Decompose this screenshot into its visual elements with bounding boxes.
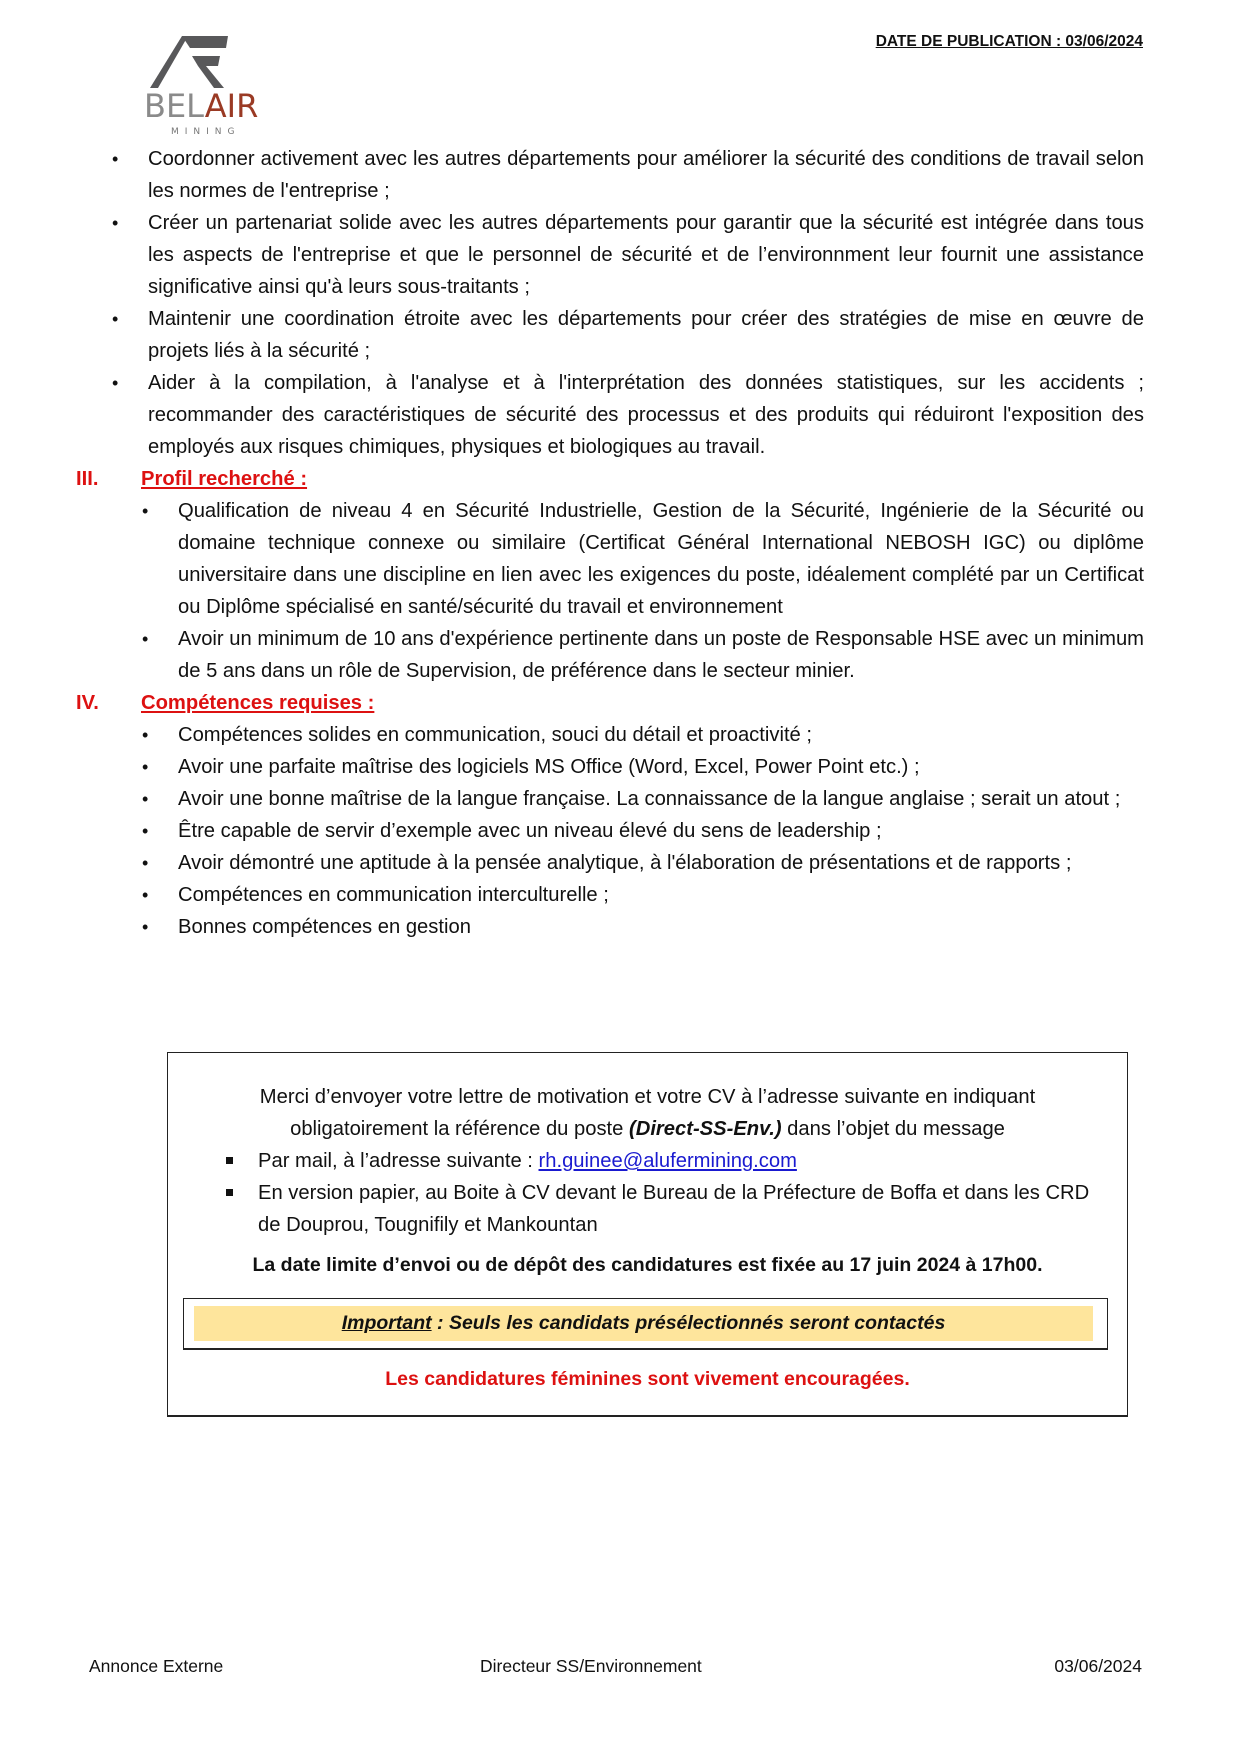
list-item-paper: En version papier, au Boite à CV devant le Bureau de la Préfecture de Boffa et dans les CRD de Douprou, Tougnifily et Mankountan — [226, 1177, 1107, 1241]
bullet-icon: • — [142, 821, 149, 841]
bullet-icon: • — [142, 789, 149, 809]
list-item-mail: Par mail, à l’adresse suivante : rh.guinee@alufermining.com — [226, 1145, 1107, 1177]
bullet-icon: • — [142, 725, 149, 745]
section-heading-competences — [0, 687, 1241, 719]
publication-date: DATE DE PUBLICATION : 03/06/2024 — [875, 33, 1143, 50]
document-body — [0, 143, 1241, 943]
email-link[interactable]: rh.guinee@alufermining.com — [538, 1150, 797, 1172]
encouragement-note: Les candidatures féminines sont vivement encouragées. — [385, 1368, 910, 1390]
list-item: • Être capable de servir d’exemple avec un niveau élevé du sens de leadership ; — [0, 815, 1241, 847]
list-item: • Aider à la compilation, à l'analyse et à l'interprétation des données statistiques, sur les accidents ; recommander des caractéristiques de sécurité des processus et des produits qui réduiront l'exposition des employés aux risques chimiques, physiques et biologiques au travail. — [0, 367, 1241, 463]
application-deadline: La date limite d’envoi ou de dépôt des candidatures est fixée au 17 juin 2024 à 17h00. — [252, 1254, 1043, 1276]
section-title: Profil recherché : — [141, 468, 308, 490]
bullet-icon: • — [142, 629, 149, 649]
important-notice: Important : Seuls les candidats présélectionnés seront contactés — [194, 1306, 1093, 1341]
list-item: • Créer un partenariat solide avec les autres départements pour garantir que la sécurité est intégrée dans tous les aspects de l'entreprise et que le personnel de sécurité et de l’environnment leur fournit une assistance significative ainsi qu'à leurs sous-traitants ; — [0, 207, 1241, 303]
list-item: • Coordonner activement avec les autres départements pour améliorer la sécurité des conditions de travail selon les normes de l'entreprise ; — [0, 143, 1241, 207]
af-roof-logo-icon — [140, 34, 250, 90]
square-bullet-icon — [226, 1189, 233, 1196]
intro-line-1: Merci d’envoyer votre lettre de motivation et votre CV à l’adresse suivante en indiquant — [259, 1086, 1036, 1108]
section-heading-profil — [0, 463, 1241, 495]
application-methods-list — [226, 1145, 1107, 1241]
bullet-icon: • — [142, 917, 149, 937]
bullet-icon: • — [112, 309, 119, 329]
list-item: • Avoir démontré une aptitude à la pensée analytique, à l'élaboration de présentations et de rapports ; — [0, 847, 1241, 879]
application-instructions-box — [167, 1052, 1128, 1417]
footer-left: Annonce Externe — [89, 1656, 224, 1676]
logo-subtitle: MINING — [171, 127, 241, 137]
list-item: • Compétences en communication interculturelle ; — [0, 879, 1241, 911]
section-number: III. — [76, 468, 99, 490]
bullet-icon: • — [112, 149, 119, 169]
bullet-icon: • — [112, 213, 119, 233]
bullet-icon: • — [142, 757, 149, 777]
bullet-icon: • — [142, 885, 149, 905]
company-logo — [140, 34, 270, 142]
square-bullet-icon — [226, 1157, 233, 1164]
bullet-icon: • — [142, 853, 149, 873]
section-number: IV. — [76, 692, 99, 714]
important-notice-box — [183, 1298, 1108, 1350]
footer-right: 03/06/2024 — [1054, 1656, 1142, 1676]
job-reference: (Direct-SS-Env.) — [629, 1118, 782, 1140]
bullet-icon: • — [112, 373, 119, 393]
list-item: • Maintenir une coordination étroite avec les départements pour créer des stratégies de mise en œuvre de projets liés à la sécurité ; — [0, 303, 1241, 367]
bullet-icon: • — [142, 501, 149, 521]
list-item: • Avoir un minimum de 10 ans d'expérience pertinente dans un poste de Responsable HSE avec un minimum de 5 ans dans un rôle de Supervision, de préférence dans le secteur minier. — [0, 623, 1241, 687]
footer-center: Directeur SS/Environnement — [480, 1656, 702, 1676]
logo-wordmark: BELAIR — [144, 87, 259, 125]
list-item: • Avoir une parfaite maîtrise des logiciels MS Office (Word, Excel, Power Point etc.) ; — [0, 751, 1241, 783]
responsibilities-list — [0, 143, 1241, 463]
intro-line-2: obligatoirement la référence du poste (Direct-SS-Env.) dans l’objet du message — [290, 1118, 1005, 1140]
section-title: Compétences requises : — [141, 692, 375, 714]
competences-list — [0, 719, 1241, 943]
application-intro — [168, 1081, 1127, 1145]
list-item: • Compétences solides en communication, souci du détail et proactivité ; — [0, 719, 1241, 751]
list-item: • Bonnes compétences en gestion — [0, 911, 1241, 943]
list-item: • Avoir une bonne maîtrise de la langue française. La connaissance de la langue anglaise ; serait un atout ; — [0, 783, 1241, 815]
profil-list — [0, 495, 1241, 687]
list-item: • Qualification de niveau 4 en Sécurité Industrielle, Gestion de la Sécurité, Ingénierie de la Sécurité ou domaine technique connexe ou similaire (Certificat Général International NEBOSH IGC) ou diplôme universitaire dans une discipline en lien avec les exigences du poste, idéalement complété par un Certificat ou Diplôme spécialisé en santé/sécurité du travail et environnement — [0, 495, 1241, 623]
